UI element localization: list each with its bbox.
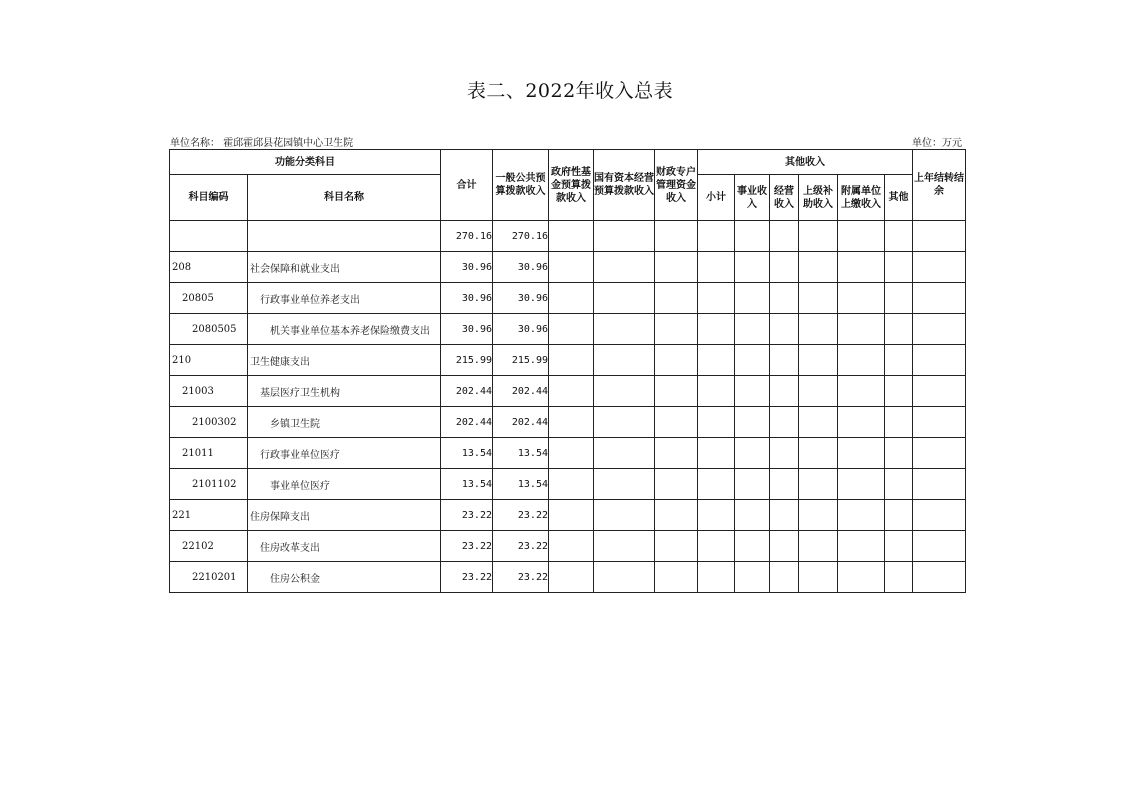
table-row	[170, 500, 966, 531]
empty-cell	[549, 469, 594, 500]
empty-cell	[770, 407, 799, 438]
table-row	[170, 221, 966, 252]
empty-cell	[770, 376, 799, 407]
row-general-budget: 13.54	[493, 438, 549, 469]
row-name: 行政事业单位医疗	[248, 438, 441, 469]
empty-cell	[549, 531, 594, 562]
row-code: 22102	[170, 531, 248, 562]
table-row	[170, 314, 966, 345]
empty-cell	[549, 221, 594, 252]
empty-cell	[594, 314, 655, 345]
empty-cell	[885, 283, 913, 314]
row-name: 卫生健康支出	[248, 345, 441, 376]
row-general-budget: 30.96	[493, 283, 549, 314]
header-name: 科目名称	[248, 175, 441, 221]
empty-cell	[838, 314, 885, 345]
empty-cell	[655, 252, 698, 283]
header-func-class: 功能分类科目	[170, 150, 441, 175]
empty-cell	[913, 314, 966, 345]
empty-cell	[655, 562, 698, 593]
row-code: 2100302	[170, 407, 248, 438]
empty-cell	[885, 469, 913, 500]
currency-unit: 单位：万元	[912, 138, 962, 149]
empty-cell	[549, 314, 594, 345]
row-name: 住房改革支出	[248, 531, 441, 562]
empty-cell	[838, 562, 885, 593]
empty-cell	[913, 469, 966, 500]
row-general-budget: 23.22	[493, 531, 549, 562]
empty-cell	[770, 252, 799, 283]
row-total: 23.22	[441, 531, 493, 562]
empty-cell	[838, 221, 885, 252]
row-total: 23.22	[441, 500, 493, 531]
table-row	[170, 252, 966, 283]
empty-cell	[885, 531, 913, 562]
header-gov-fund: 政府性基金预算拨款收入	[549, 150, 594, 221]
row-total: 270.16	[441, 221, 493, 252]
empty-cell	[913, 438, 966, 469]
row-code: 20805	[170, 283, 248, 314]
row-total: 13.54	[441, 438, 493, 469]
header-superior-subsidy: 上级补助收入	[799, 175, 838, 221]
empty-cell	[698, 221, 735, 252]
row-name: 行政事业单位养老支出	[248, 283, 441, 314]
empty-cell	[913, 531, 966, 562]
empty-cell	[913, 345, 966, 376]
empty-cell	[594, 407, 655, 438]
table-row	[170, 438, 966, 469]
empty-cell	[838, 283, 885, 314]
header-general-budget: 一般公共预算拨款收入	[493, 150, 549, 221]
unit-name-line	[170, 134, 353, 149]
income-summary-table	[169, 149, 966, 593]
empty-cell	[799, 252, 838, 283]
empty-cell	[913, 562, 966, 593]
empty-cell	[770, 314, 799, 345]
empty-cell	[838, 469, 885, 500]
empty-cell	[770, 345, 799, 376]
empty-cell	[698, 376, 735, 407]
empty-cell	[549, 562, 594, 593]
empty-cell	[549, 407, 594, 438]
empty-cell	[735, 314, 770, 345]
empty-cell	[698, 252, 735, 283]
empty-cell	[594, 438, 655, 469]
row-general-budget: 23.22	[493, 500, 549, 531]
empty-cell	[770, 469, 799, 500]
empty-cell	[594, 562, 655, 593]
table-row	[170, 376, 966, 407]
empty-cell	[885, 500, 913, 531]
row-code	[170, 221, 248, 252]
empty-cell	[770, 500, 799, 531]
empty-cell	[698, 438, 735, 469]
row-total: 202.44	[441, 407, 493, 438]
empty-cell	[698, 283, 735, 314]
empty-cell	[913, 500, 966, 531]
table-row	[170, 531, 966, 562]
header-other: 其他	[885, 175, 913, 221]
row-total: 23.22	[441, 562, 493, 593]
empty-cell	[838, 531, 885, 562]
empty-cell	[885, 345, 913, 376]
empty-cell	[735, 407, 770, 438]
empty-cell	[885, 252, 913, 283]
empty-cell	[735, 531, 770, 562]
unit-name-value: 霍邱霍邱县花园镇中心卫生院	[223, 138, 354, 149]
row-general-budget: 23.22	[493, 562, 549, 593]
row-total: 30.96	[441, 314, 493, 345]
empty-cell	[799, 221, 838, 252]
empty-cell	[799, 376, 838, 407]
empty-cell	[799, 283, 838, 314]
empty-cell	[549, 500, 594, 531]
empty-cell	[770, 438, 799, 469]
empty-cell	[913, 283, 966, 314]
empty-cell	[594, 283, 655, 314]
page-title: 表二、2022年收入总表	[466, 80, 674, 102]
header-carryover: 上年结转结余	[913, 150, 966, 221]
row-general-budget: 202.44	[493, 376, 549, 407]
empty-cell	[698, 531, 735, 562]
empty-cell	[799, 438, 838, 469]
header-subtotal: 小计	[698, 175, 735, 221]
row-name: 住房公积金	[248, 562, 441, 593]
empty-cell	[655, 314, 698, 345]
empty-cell	[698, 314, 735, 345]
empty-cell	[655, 407, 698, 438]
header-state-capital: 国有资本经营预算拨款收入	[594, 150, 655, 221]
row-general-budget: 202.44	[493, 407, 549, 438]
header-other-income: 其他收入	[698, 150, 913, 175]
row-name: 社会保障和就业支出	[248, 252, 441, 283]
unit-name-label: 单位名称：	[170, 138, 220, 149]
empty-cell	[549, 345, 594, 376]
empty-cell	[799, 469, 838, 500]
empty-cell	[838, 407, 885, 438]
empty-cell	[885, 407, 913, 438]
empty-cell	[735, 469, 770, 500]
empty-cell	[913, 376, 966, 407]
empty-cell	[655, 345, 698, 376]
empty-cell	[655, 500, 698, 531]
empty-cell	[594, 469, 655, 500]
row-general-budget: 270.16	[493, 221, 549, 252]
empty-cell	[698, 562, 735, 593]
empty-cell	[698, 407, 735, 438]
empty-cell	[838, 376, 885, 407]
header-affiliated: 附属单位上缴收入	[838, 175, 885, 221]
row-code: 21011	[170, 438, 248, 469]
row-total: 215.99	[441, 345, 493, 376]
table-row	[170, 469, 966, 500]
empty-cell	[885, 221, 913, 252]
empty-cell	[698, 469, 735, 500]
empty-cell	[735, 252, 770, 283]
row-name: 机关事业单位基本养老保险缴费支出	[248, 314, 441, 345]
empty-cell	[735, 562, 770, 593]
row-code: 210	[170, 345, 248, 376]
row-name	[248, 221, 441, 252]
empty-cell	[594, 376, 655, 407]
row-general-budget: 215.99	[493, 345, 549, 376]
empty-cell	[770, 221, 799, 252]
empty-cell	[770, 562, 799, 593]
row-name: 乡镇卫生院	[248, 407, 441, 438]
empty-cell	[594, 345, 655, 376]
table-row	[170, 407, 966, 438]
header-fiscal-account: 财政专户管理资金收入	[655, 150, 698, 221]
empty-cell	[838, 438, 885, 469]
empty-cell	[838, 252, 885, 283]
row-total: 30.96	[441, 283, 493, 314]
header-operating: 经营收入	[770, 175, 799, 221]
empty-cell	[655, 469, 698, 500]
empty-cell	[549, 252, 594, 283]
header-total: 合计	[441, 150, 493, 221]
empty-cell	[655, 438, 698, 469]
empty-cell	[698, 345, 735, 376]
empty-cell	[735, 283, 770, 314]
row-total: 202.44	[441, 376, 493, 407]
empty-cell	[594, 221, 655, 252]
empty-cell	[799, 407, 838, 438]
empty-cell	[799, 345, 838, 376]
empty-cell	[799, 531, 838, 562]
empty-cell	[549, 283, 594, 314]
empty-cell	[549, 438, 594, 469]
empty-cell	[885, 438, 913, 469]
empty-cell	[549, 376, 594, 407]
row-general-budget: 30.96	[493, 252, 549, 283]
row-total: 13.54	[441, 469, 493, 500]
row-code: 2210201	[170, 562, 248, 593]
empty-cell	[735, 376, 770, 407]
empty-cell	[594, 500, 655, 531]
empty-cell	[885, 376, 913, 407]
empty-cell	[913, 221, 966, 252]
empty-cell	[770, 531, 799, 562]
empty-cell	[655, 221, 698, 252]
empty-cell	[799, 500, 838, 531]
row-name: 基层医疗卫生机构	[248, 376, 441, 407]
empty-cell	[838, 500, 885, 531]
empty-cell	[770, 283, 799, 314]
row-name: 住房保障支出	[248, 500, 441, 531]
table-row	[170, 562, 966, 593]
empty-cell	[735, 438, 770, 469]
empty-cell	[655, 376, 698, 407]
empty-cell	[594, 252, 655, 283]
empty-cell	[735, 500, 770, 531]
row-code: 21003	[170, 376, 248, 407]
empty-cell	[735, 345, 770, 376]
empty-cell	[885, 562, 913, 593]
header-business: 事业收入	[735, 175, 770, 221]
table-row	[170, 283, 966, 314]
row-code: 2080505	[170, 314, 248, 345]
empty-cell	[655, 283, 698, 314]
row-general-budget: 13.54	[493, 469, 549, 500]
empty-cell	[913, 252, 966, 283]
empty-cell	[885, 314, 913, 345]
header-code: 科目编码	[170, 175, 248, 221]
table-row	[170, 345, 966, 376]
empty-cell	[594, 531, 655, 562]
row-code: 2101102	[170, 469, 248, 500]
row-general-budget: 30.96	[493, 314, 549, 345]
row-name: 事业单位医疗	[248, 469, 441, 500]
row-code: 208	[170, 252, 248, 283]
empty-cell	[698, 500, 735, 531]
row-code: 221	[170, 500, 248, 531]
empty-cell	[913, 407, 966, 438]
empty-cell	[735, 221, 770, 252]
empty-cell	[799, 562, 838, 593]
empty-cell	[655, 531, 698, 562]
empty-cell	[799, 314, 838, 345]
empty-cell	[838, 345, 885, 376]
row-total: 30.96	[441, 252, 493, 283]
